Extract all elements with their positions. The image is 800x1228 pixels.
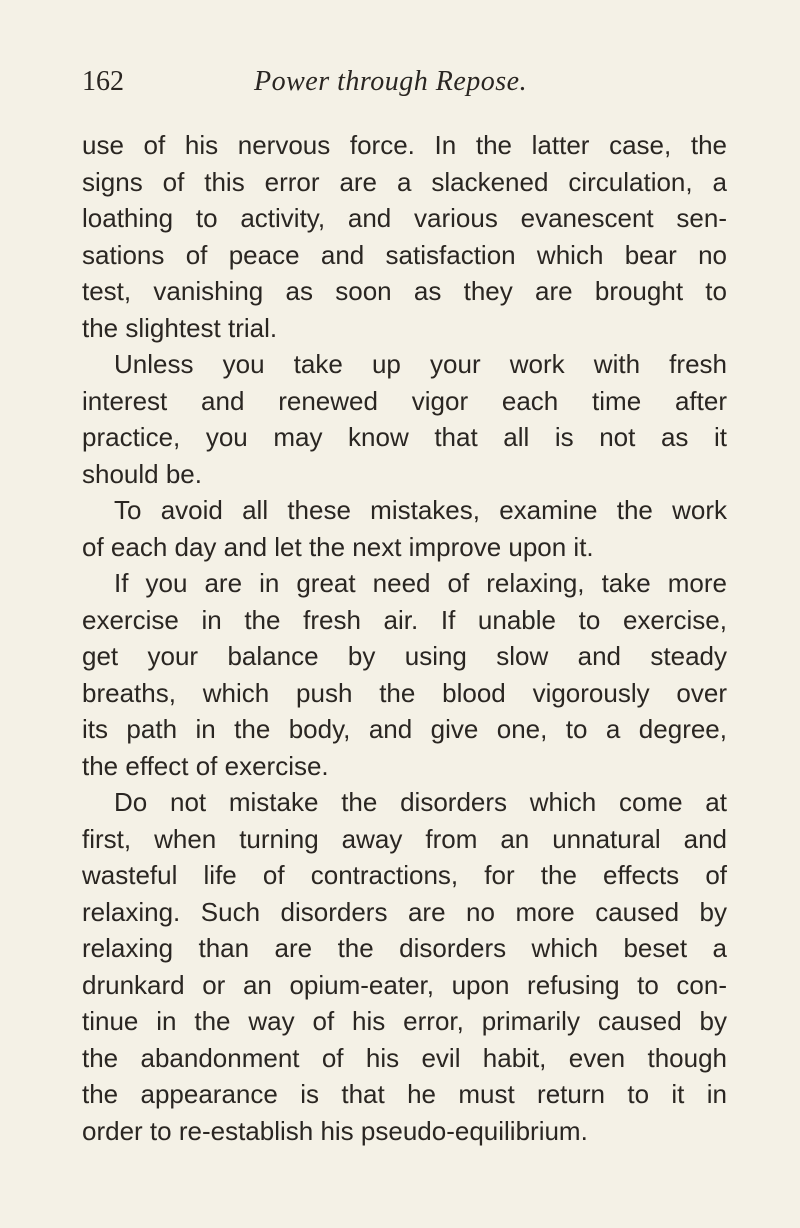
text-line: the effect of exercise.	[82, 750, 329, 781]
text-line: the abandonment of his evil habit, even though	[82, 1042, 727, 1073]
text-line: signs of this error are a slackened circulation, a	[82, 166, 727, 197]
paragraph-first-line: Do not mistake the disorders which come at	[114, 787, 727, 817]
text-line: tinue in the way of his error, primarily caused by	[82, 1006, 727, 1036]
text-line: breaths, which push the blood vigorously over	[82, 677, 727, 708]
paragraph-first-line: Unless you take up your work with fresh	[114, 349, 727, 379]
text-line: relaxing than are the disorders which beset a	[82, 933, 727, 963]
text-line: use of his nervous force. In the latter case, the	[82, 130, 727, 160]
running-head	[82, 62, 732, 106]
running-title: Power through Repose.	[254, 66, 528, 97]
text-line: relaxing. Such disorders are no more caused by	[82, 896, 727, 927]
text-line: drunkard or an opium-eater, upon refusing to con-	[82, 969, 727, 1000]
text-line: its path in the body, and give one, to a degree,	[82, 714, 727, 744]
body-text	[82, 127, 727, 1149]
text-line: should be.	[82, 458, 202, 489]
text-line: exercise in the fresh air. If unable to exercise,	[82, 604, 727, 635]
text-line: sations of peace and satisfaction which bear no	[82, 239, 727, 270]
paragraph-first-line: To avoid all these mistakes, examine the work	[114, 495, 727, 525]
text-line: get your balance by using slow and steady	[82, 641, 727, 671]
text-line: the appearance is that he must return to it in	[82, 1079, 727, 1109]
page-number: 162	[82, 66, 124, 97]
text-line: first, when turning away from an unnatural and	[82, 823, 727, 854]
text-line: wasteful life of contractions, for the effects of	[82, 860, 727, 890]
text-line: test, vanishing as soon as they are brought to	[82, 276, 727, 306]
text-line: practice, you may know that all is not as it	[82, 422, 727, 452]
text-line: of each day and let the next improve upon it.	[82, 531, 594, 562]
text-line: order to re-establish his pseudo-equilibrium.	[82, 1115, 588, 1146]
text-line: interest and renewed vigor each time after	[82, 385, 727, 416]
paragraph-first-line: If you are in great need of relaxing, take more	[114, 568, 727, 598]
text-line: the slightest trial.	[82, 312, 278, 343]
text-line: loathing to activity, and various evanescent sen-	[82, 203, 727, 233]
